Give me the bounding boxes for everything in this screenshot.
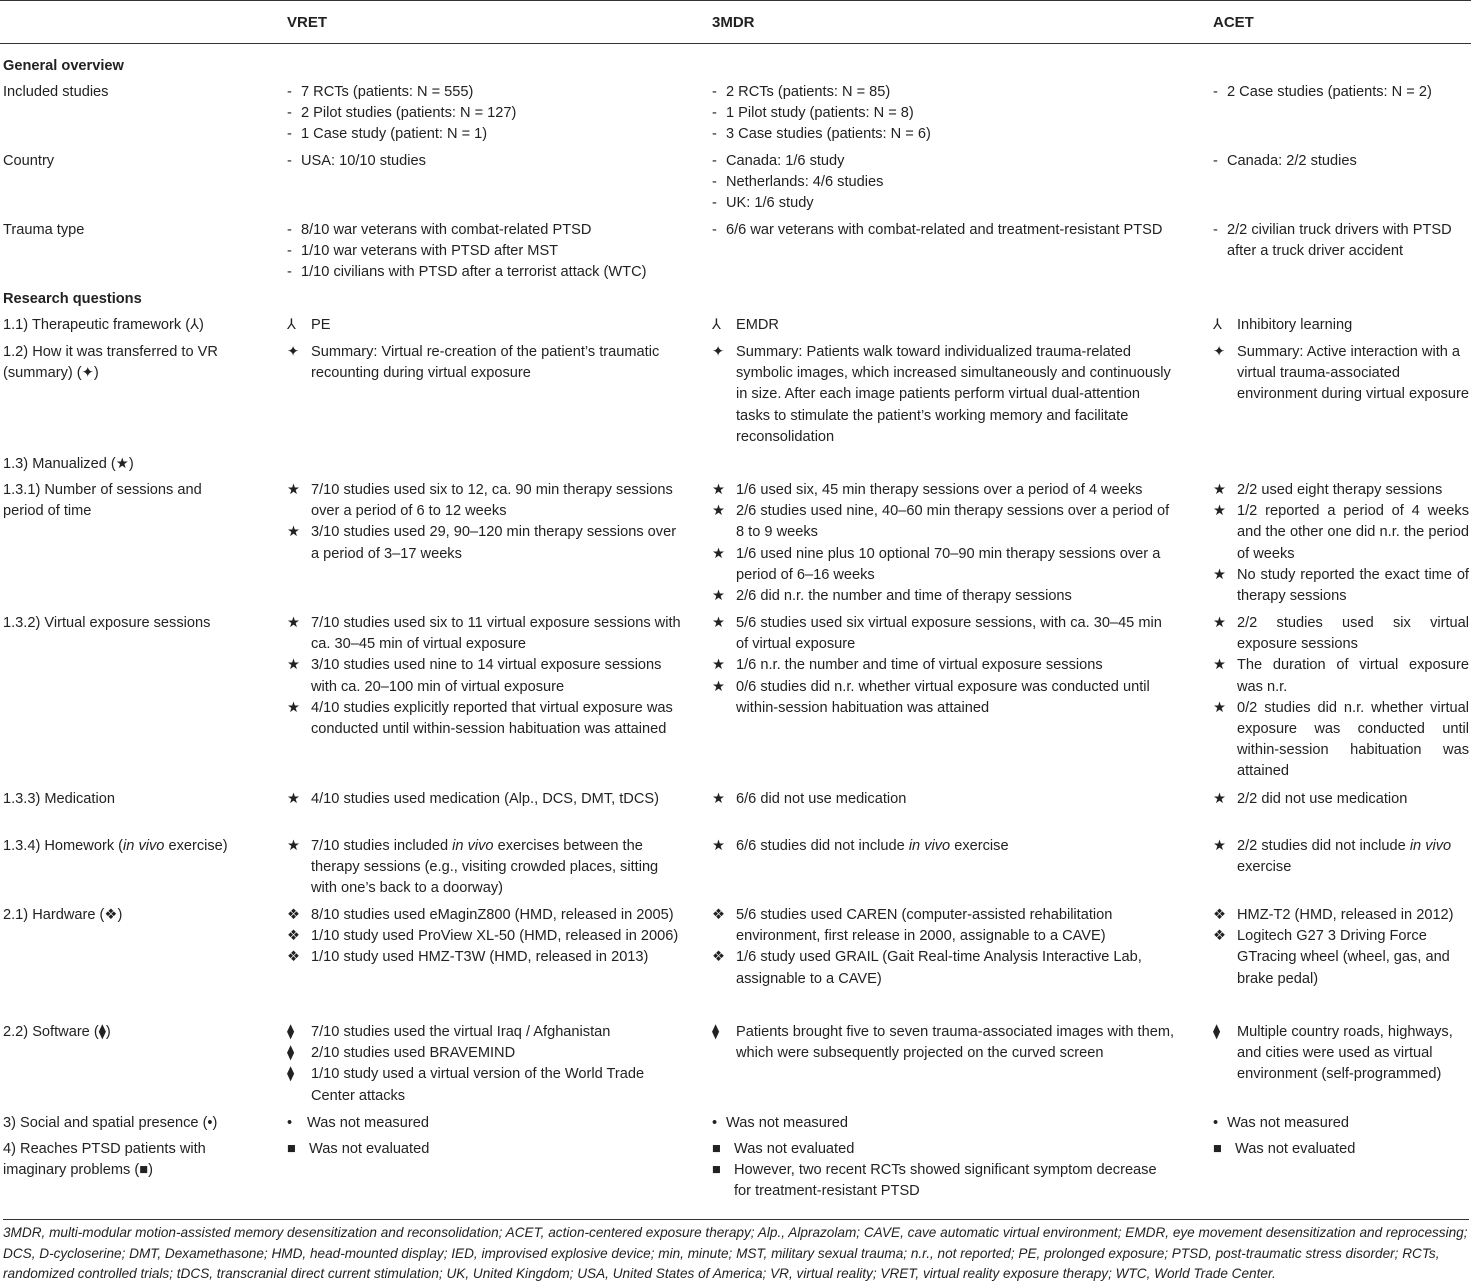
list-item: - 2 Case studies (patients: N = 2) [1213,84,1432,100]
vret-cell [287,1139,682,1160]
bullet-icon: • [712,1115,718,1131]
list-item: • Was not measured [287,1113,682,1134]
list-item: ❖ 1/10 study used ProView XL-50 (HMD, released in 2006) [287,926,682,947]
acet-cell [1213,1139,1469,1160]
list-item: ⅄ EMDR [712,315,1177,336]
list-item: ❖ HMZ-T2 (HMD, released in 2012) [1213,905,1469,926]
vret-cell [287,613,682,740]
square-icon: ■ [1213,1141,1222,1157]
3mdr-cell [712,1113,1177,1134]
star-icon: ★ [712,615,726,631]
list-item: - USA: 10/10 studies [287,153,426,169]
list-item: ★ No study reported the exact time of therapy sessions [1213,566,1469,605]
vret-cell [287,789,682,810]
sparkle-icon: ✦ [287,344,300,360]
acet-cell [1213,1022,1469,1086]
list-item: ★ 4/10 studies used medication (Alp., DCS, DMT, tDCS) [287,789,682,810]
list-item: ★ 2/2 studies did not include in vivo exercise [1213,838,1452,876]
hardware-icon: ❖ [712,907,726,923]
list-item: ★ 2/6 did n.r. the number and time of therapy sessions [712,586,1177,607]
hardware-icon: ❖ [287,949,301,966]
star-icon: ★ [287,791,301,807]
list-item: - 2 Pilot studies (patients: N = 127) [287,105,517,122]
table-footnote: 3MDR, multi-modular motion-assisted memory desensitization and reconsolidation; ACET, action-centered exposure therapy; Alp., Alprazolam; CAVE, cave automatic virtual environment; EMDR, eye movement desensitization and reprocessing; DCS, D-cycloserine; DMT, Dexamethasone; HMD, head-mounted display; IED, improvised explosive device; min, minute; MST, military sexual trauma; n.r., not reported; PE, prolonged exposure; PTSD, post-traumatic stress disorder; RCTs, randomized controlled trials; tDCS, transcranial direct current stimulation; UK, United Kingdom; USA, United States of America; VR, virtual reality; VRET, virtual reality exposure therapy; WTC, World Trade Center. [3,1219,1469,1285]
vret-cell [287,82,682,146]
list-item: ❖ 1/6 study used GRAIL (Gait Real-time Analysis Interactive Lab, assignable to a CAVE) [712,949,1142,987]
list-item: ⅄ Inhibitory learning [1213,315,1469,336]
list-item: ⧫ 2/10 studies used BRAVEMIND [287,1043,682,1064]
star-icon: ★ [1213,699,1227,716]
list-item: - 1/10 civilians with PTSD after a terrorist attack (WTC) [287,264,647,281]
list-item: ⧫ 7/10 studies used the virtual Iraq / Afghanistan [287,1022,682,1043]
acet-cell [1213,220,1469,262]
bullet-icon: • [287,1115,293,1131]
acet-cell [1213,836,1469,878]
list-item: ❖ 5/6 studies used CAREN (computer-assisted rehabilitation environment, first release in 2000, assignable to a CAVE) [712,907,1113,945]
3mdr-cell [712,789,1177,810]
vret-cell [287,1022,682,1107]
list-item: ❖ 1/10 study used HMZ-T3W (HMD, released in 2013) [287,947,682,968]
list-item: ★ 1/6 used six, 45 min therapy sessions over a period of 4 weeks [712,480,1177,501]
acet-cell [1213,315,1469,336]
star-icon: ★ [287,838,301,854]
list-item: ✦ Summary: Patients walk toward individualized trauma-related symbolic images, which increased simultaneously and continuously in size. After each image patients perform virtual dual-attention tasks to stimulate the patient’s working memory and facilitate reconsolidation [712,344,1171,445]
bullet-icon: • [1213,1115,1219,1131]
row-label: Trauma type [3,222,85,238]
star-icon: ★ [712,791,726,807]
star-icon: ★ [712,838,726,854]
star-icon: ★ [712,588,726,605]
3mdr-cell [712,480,1177,607]
list-item: • Was not measured [1213,1113,1469,1134]
list-item: - 7 RCTs (patients: N = 555) [287,84,474,100]
3mdr-cell [712,1022,1177,1064]
list-item: - 3 Case studies (patients: N = 6) [712,126,931,143]
3mdr-cell [712,613,1177,719]
list-item: ✦ Summary: Active interaction with a virtual trauma-associated environment during virtual exposure [1213,344,1470,403]
star-icon: ★ [1213,791,1227,807]
list-item: ■ However, two recent RCTs showed significant symptom decrease for treatment-resistant PTSD [712,1162,1157,1200]
row-label: Country [3,153,55,169]
acet-cell [1213,480,1469,607]
list-item: ★ 0/6 studies did n.r. whether virtual exposure was conducted until within-session habituation was attained [712,678,1150,716]
star-icon: ★ [287,615,301,631]
list-item: - 2/2 civilian truck drivers with PTSD after a truck driver accident [1213,222,1452,260]
hardware-icon: ❖ [1213,907,1227,923]
row-label: Included studies [3,84,109,100]
3mdr-cell [712,82,1177,146]
list-item: ★ 3/10 studies used 29, 90–120 min therapy sessions over a period of 3–17 weeks [287,524,677,562]
diamond-icon: ⧫ [287,1024,295,1040]
star-icon: ★ [1213,615,1227,631]
list-item: - 2 RCTs (patients: N = 85) [712,84,891,100]
framework-icon: ⅄ [287,317,296,333]
star-icon: ★ [1213,503,1227,520]
diamond-icon: ⧫ [287,1066,295,1083]
list-item: ★ 6/6 studies did not include in vivo exercise [712,836,1177,857]
list-item: - UK: 1/6 study [712,195,814,212]
3mdr-cell [712,151,1177,215]
row-label: 1.3.1) Number of sessions and period of time [3,482,202,520]
list-item: - Canada: 2/2 studies [1213,153,1357,169]
star-icon: ★ [712,503,726,520]
list-item: ⧫ Multiple country roads, highways, and cities were used as virtual environment (self-programmed) [1213,1024,1453,1083]
vret-cell [287,151,682,172]
3mdr-cell [712,905,1177,990]
list-item: ★ 1/6 n.r. the number and time of virtual exposure sessions [712,655,1177,676]
square-icon: ■ [712,1141,721,1157]
list-item: ■ Was not evaluated [712,1139,1177,1160]
list-item: ❖ Logitech G27 3 Driving Force GTracing wheel (wheel, gas, and brake pedal) [1213,928,1450,987]
list-item: ★ 1/6 used nine plus 10 optional 70–90 min therapy sessions over a period of 6–16 weeks [712,545,1161,583]
3mdr-cell [712,315,1177,336]
section-research-questions: Research questions [3,291,142,307]
row-label: 1.2) How it was transferred to VR (summary) (✦) [3,344,218,382]
list-item: ⅄ PE [287,315,682,336]
list-item: ★ 2/2 did not use medication [1213,789,1469,810]
acet-cell [1213,342,1469,406]
star-icon: ★ [1213,838,1227,854]
star-icon: ★ [712,657,726,674]
section-general-overview: General overview [3,58,124,74]
star-icon: ★ [1213,482,1227,498]
list-item: ✦ Summary: Virtual re-creation of the patient’s traumatic recounting during virtual exposure [287,344,660,382]
header-3mdr: 3MDR [712,14,755,31]
vret-cell [287,905,682,969]
acet-cell [1213,905,1469,990]
3mdr-cell [712,1139,1177,1203]
star-icon: ★ [712,678,726,695]
vret-cell [287,315,682,336]
acet-cell [1213,151,1469,172]
list-item: • Was not measured [712,1113,1177,1134]
square-icon: ■ [287,1141,296,1157]
row-label: 1.3.2) Virtual exposure sessions [3,615,211,631]
list-item: ★ 2/6 studies used nine, 40–60 min therapy sessions over a period of 8 to 9 weeks [712,503,1170,541]
framework-icon: ⅄ [1213,317,1222,333]
list-item: - 1 Case study (patient: N = 1) [287,126,488,143]
diamond-icon: ⧫ [712,1024,720,1040]
acet-cell [1213,613,1469,783]
list-item: - Canada: 1/6 study [712,153,845,169]
acet-cell [1213,82,1469,103]
row-label: 1.1) Therapeutic framework (⅄) [3,317,204,333]
square-icon: ■ [712,1162,721,1179]
list-item: - 8/10 war veterans with combat-related PTSD [287,222,592,238]
star-icon: ★ [287,699,301,716]
star-icon: ★ [712,482,726,498]
table-header [0,0,1471,44]
list-item: ★ 3/10 studies used nine to 14 virtual exposure sessions with ca. 20–100 min of virtual exposure [287,657,662,695]
vret-cell [287,836,682,900]
star-icon: ★ [712,545,726,562]
3mdr-cell [712,220,1177,241]
list-item: ★ 6/6 did not use medication [712,789,1177,810]
header-vret: VRET [287,14,328,31]
sparkle-icon: ✦ [712,344,725,360]
list-item: ■ Was not evaluated [287,1139,682,1160]
star-icon: ★ [287,524,301,541]
row-label: 2.1) Hardware (❖) [3,907,123,923]
hardware-icon: ❖ [1213,928,1227,945]
diamond-icon: ⧫ [1213,1024,1221,1040]
list-item: ★ 7/10 studies used six to 11 virtual exposure sessions with ca. 30–45 min of virtual exposure [287,615,681,653]
row-label: 1.3.4) Homework (in vivo exercise) [3,838,228,854]
list-item: ★ 2/2 used eight therapy sessions [1213,480,1469,501]
star-icon: ★ [287,657,301,674]
hardware-icon: ❖ [287,928,301,945]
star-icon: ★ [1213,566,1227,583]
vret-cell [287,220,682,284]
acet-cell [1213,789,1469,810]
row-label: 3) Social and spatial presence (•) [3,1115,218,1131]
list-item: - 1 Pilot study (patients: N = 8) [712,105,914,122]
list-item: ⧫ 1/10 study used a virtual version of the World Trade Center attacks [287,1066,645,1104]
star-icon: ★ [287,482,301,498]
list-item: ❖ 8/10 studies used eMaginZ800 (HMD, released in 2005) [287,905,682,926]
vret-cell [287,342,682,384]
framework-icon: ⅄ [712,317,721,333]
row-label: 1.3.3) Medication [3,791,115,807]
list-item: - 6/6 war veterans with combat-related and treatment-resistant PTSD [712,222,1163,238]
list-item: ⧫ Patients brought five to seven trauma-associated images with them, which were subsequently projected on the curved screen [712,1024,1175,1062]
list-item: ★ 0/2 studies did n.r. whether virtual exposure was conducted until within-session habituation was attained [1213,699,1469,780]
hardware-icon: ❖ [287,907,301,923]
3mdr-cell [712,342,1177,448]
list-item: ★ 5/6 studies used six virtual exposure sessions, with ca. 30–45 min of virtual exposure [712,615,1162,653]
3mdr-cell [712,836,1177,857]
list-item: ★ The duration of virtual exposure was n.r. [1213,657,1469,695]
list-item: ■ Was not evaluated [1213,1139,1469,1160]
vret-cell [287,1113,682,1134]
list-item: ★ 7/10 studies included in vivo exercises between the therapy sessions (e.g., visiting crowded places, sitting with one’s back to a doorway) [287,838,659,897]
row-label: 1.3) Manualized (★) [3,456,134,472]
list-item: - Netherlands: 4/6 studies [712,174,884,191]
row-label: 4) Reaches PTSD patients with imaginary problems (■) [3,1141,206,1179]
diamond-icon: ⧫ [287,1045,295,1062]
header-acet: ACET [1213,14,1254,31]
vret-cell [287,480,682,565]
list-item: ★ 1/2 reported a period of 4 weeks and the other one did n.r. the period of weeks [1213,503,1469,562]
list-item: ★ 4/10 studies explicitly reported that virtual exposure was conducted until within-session habituation was attained [287,699,673,738]
sparkle-icon: ✦ [1213,344,1226,360]
acet-cell [1213,1113,1469,1134]
list-item: ★ 7/10 studies used six to 12, ca. 90 min therapy sessions over a period of 6 to 12 weeks [287,482,673,520]
star-icon: ★ [1213,657,1227,674]
row-label: 2.2) Software (⧫) [3,1024,111,1040]
list-item: - 1/10 war veterans with PTSD after MST [287,243,559,260]
list-item: ★ 2/2 studies used six virtual exposure sessions [1213,615,1469,653]
hardware-icon: ❖ [712,949,726,966]
